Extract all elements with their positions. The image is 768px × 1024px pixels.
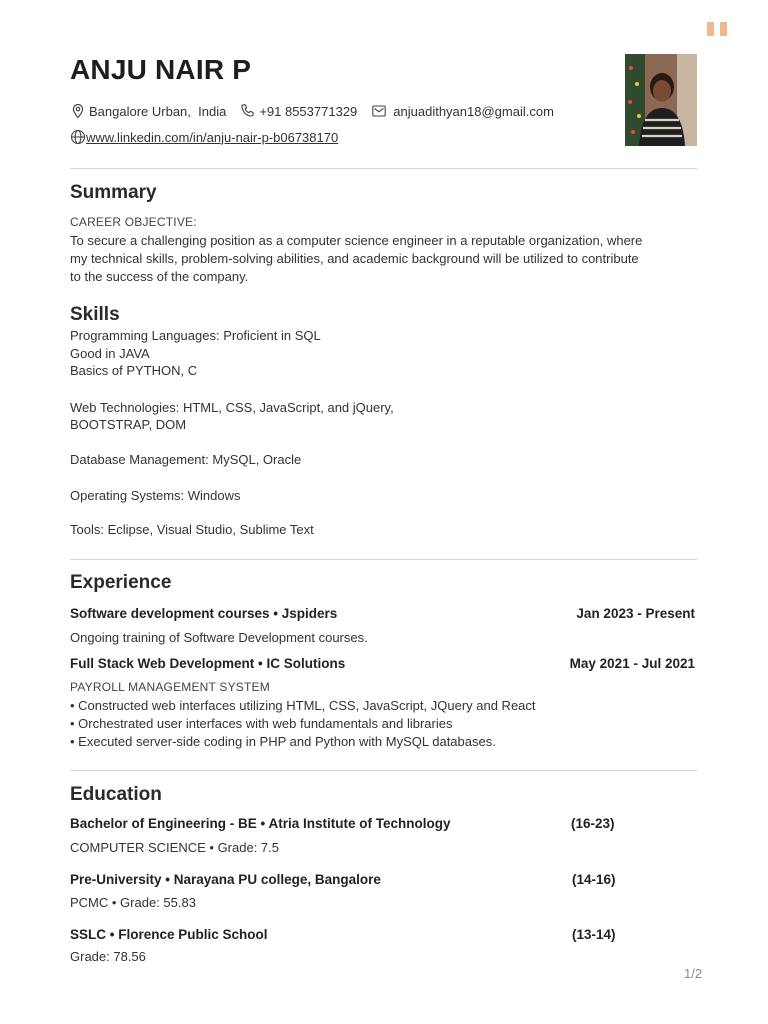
education-heading: Education	[70, 784, 162, 805]
phone-text: +91 8553771329	[259, 103, 358, 119]
experience-bullet: • Executed server-side coding in PHP and Python with MySQL databases.	[70, 734, 496, 749]
contact-row	[70, 103, 554, 119]
education-title: SSLC • Florence Public School	[70, 927, 268, 942]
linkedin-row	[70, 129, 338, 145]
skill-line: Database Management: MySQL, Oracle	[70, 452, 302, 467]
skill-line: Good in JAVA	[70, 346, 150, 361]
skill-line: Operating Systems: Windows	[70, 488, 241, 503]
mail-icon	[371, 103, 387, 119]
email-text: anjuadithyan18@gmail.com	[393, 103, 554, 119]
skills-heading: Skills	[70, 304, 120, 325]
education-detail: COMPUTER SCIENCE • Grade: 7.5	[70, 840, 279, 855]
experience-title: Full Stack Web Development • IC Solutions	[70, 656, 346, 671]
education-years: (16-23)	[571, 816, 615, 831]
corner-accent-mark	[707, 22, 727, 36]
skill-line: BOOTSTRAP, DOM	[70, 417, 187, 432]
skill-line: Programming Languages: Proficient in SQL	[70, 328, 321, 343]
education-years: (14-16)	[572, 872, 616, 887]
experience-title: Software development courses • Jspiders	[70, 606, 338, 621]
experience-detail: Ongoing training of Software Development courses.	[70, 630, 368, 645]
education-title: Pre-University • Narayana PU college, Bangalore	[70, 872, 381, 887]
skill-line: Basics of PYTHON, C	[70, 363, 198, 378]
experience-bullet: • Constructed web interfaces utilizing HTML, CSS, JavaScript, JQuery and React	[70, 698, 536, 713]
project-label: PAYROLL MANAGEMENT SYSTEM	[70, 680, 270, 694]
experience-date: Jan 2023 - Present	[576, 606, 695, 621]
profile-photo	[625, 54, 697, 146]
summary-heading: Summary	[70, 182, 157, 203]
divider	[70, 168, 697, 169]
experience-heading: Experience	[70, 572, 172, 593]
page-number: 1/2	[684, 966, 703, 981]
divider	[70, 559, 697, 560]
email[interactable]	[371, 103, 554, 119]
education-detail: Grade: 78.56	[70, 949, 146, 964]
skill-line: Tools: Eclipse, Visual Studio, Sublime Text	[70, 522, 314, 537]
linkedin[interactable]	[70, 129, 338, 145]
phone-icon	[240, 103, 256, 119]
experience-date: May 2021 - Jul 2021	[569, 656, 695, 671]
linkedin-link[interactable]: www.linkedin.com/in/anju-nair-p-b06738170	[86, 129, 339, 145]
candidate-name: ANJU NAIR P	[70, 54, 252, 85]
location-text: Bangalore Urban, India	[89, 103, 227, 119]
location-pin-icon	[70, 103, 86, 119]
location	[70, 103, 226, 119]
divider	[70, 770, 697, 771]
phone[interactable]	[240, 103, 357, 119]
summary-line: To secure a challenging position as a computer science engineer in a reputable organization, where	[70, 233, 643, 248]
summary-line: to the success of the company.	[70, 269, 249, 284]
education-years: (13-14)	[572, 927, 616, 942]
experience-bullet: • Orchestrated user interfaces with web fundamentals and libraries	[70, 716, 453, 731]
profile-photo-image	[625, 54, 697, 146]
education-title: Bachelor of Engineering - BE • Atria Institute of Technology	[70, 816, 451, 831]
summary-line: my technical skills, problem-solving abilities, and academic background will be utilized to contribute	[70, 251, 639, 266]
career-objective-label: CAREER OBJECTIVE:	[70, 215, 197, 229]
education-detail: PCMC • Grade: 55.83	[70, 895, 196, 910]
skill-line: Web Technologies: HTML, CSS, JavaScript, and jQuery,	[70, 400, 394, 415]
globe-icon	[70, 129, 86, 145]
